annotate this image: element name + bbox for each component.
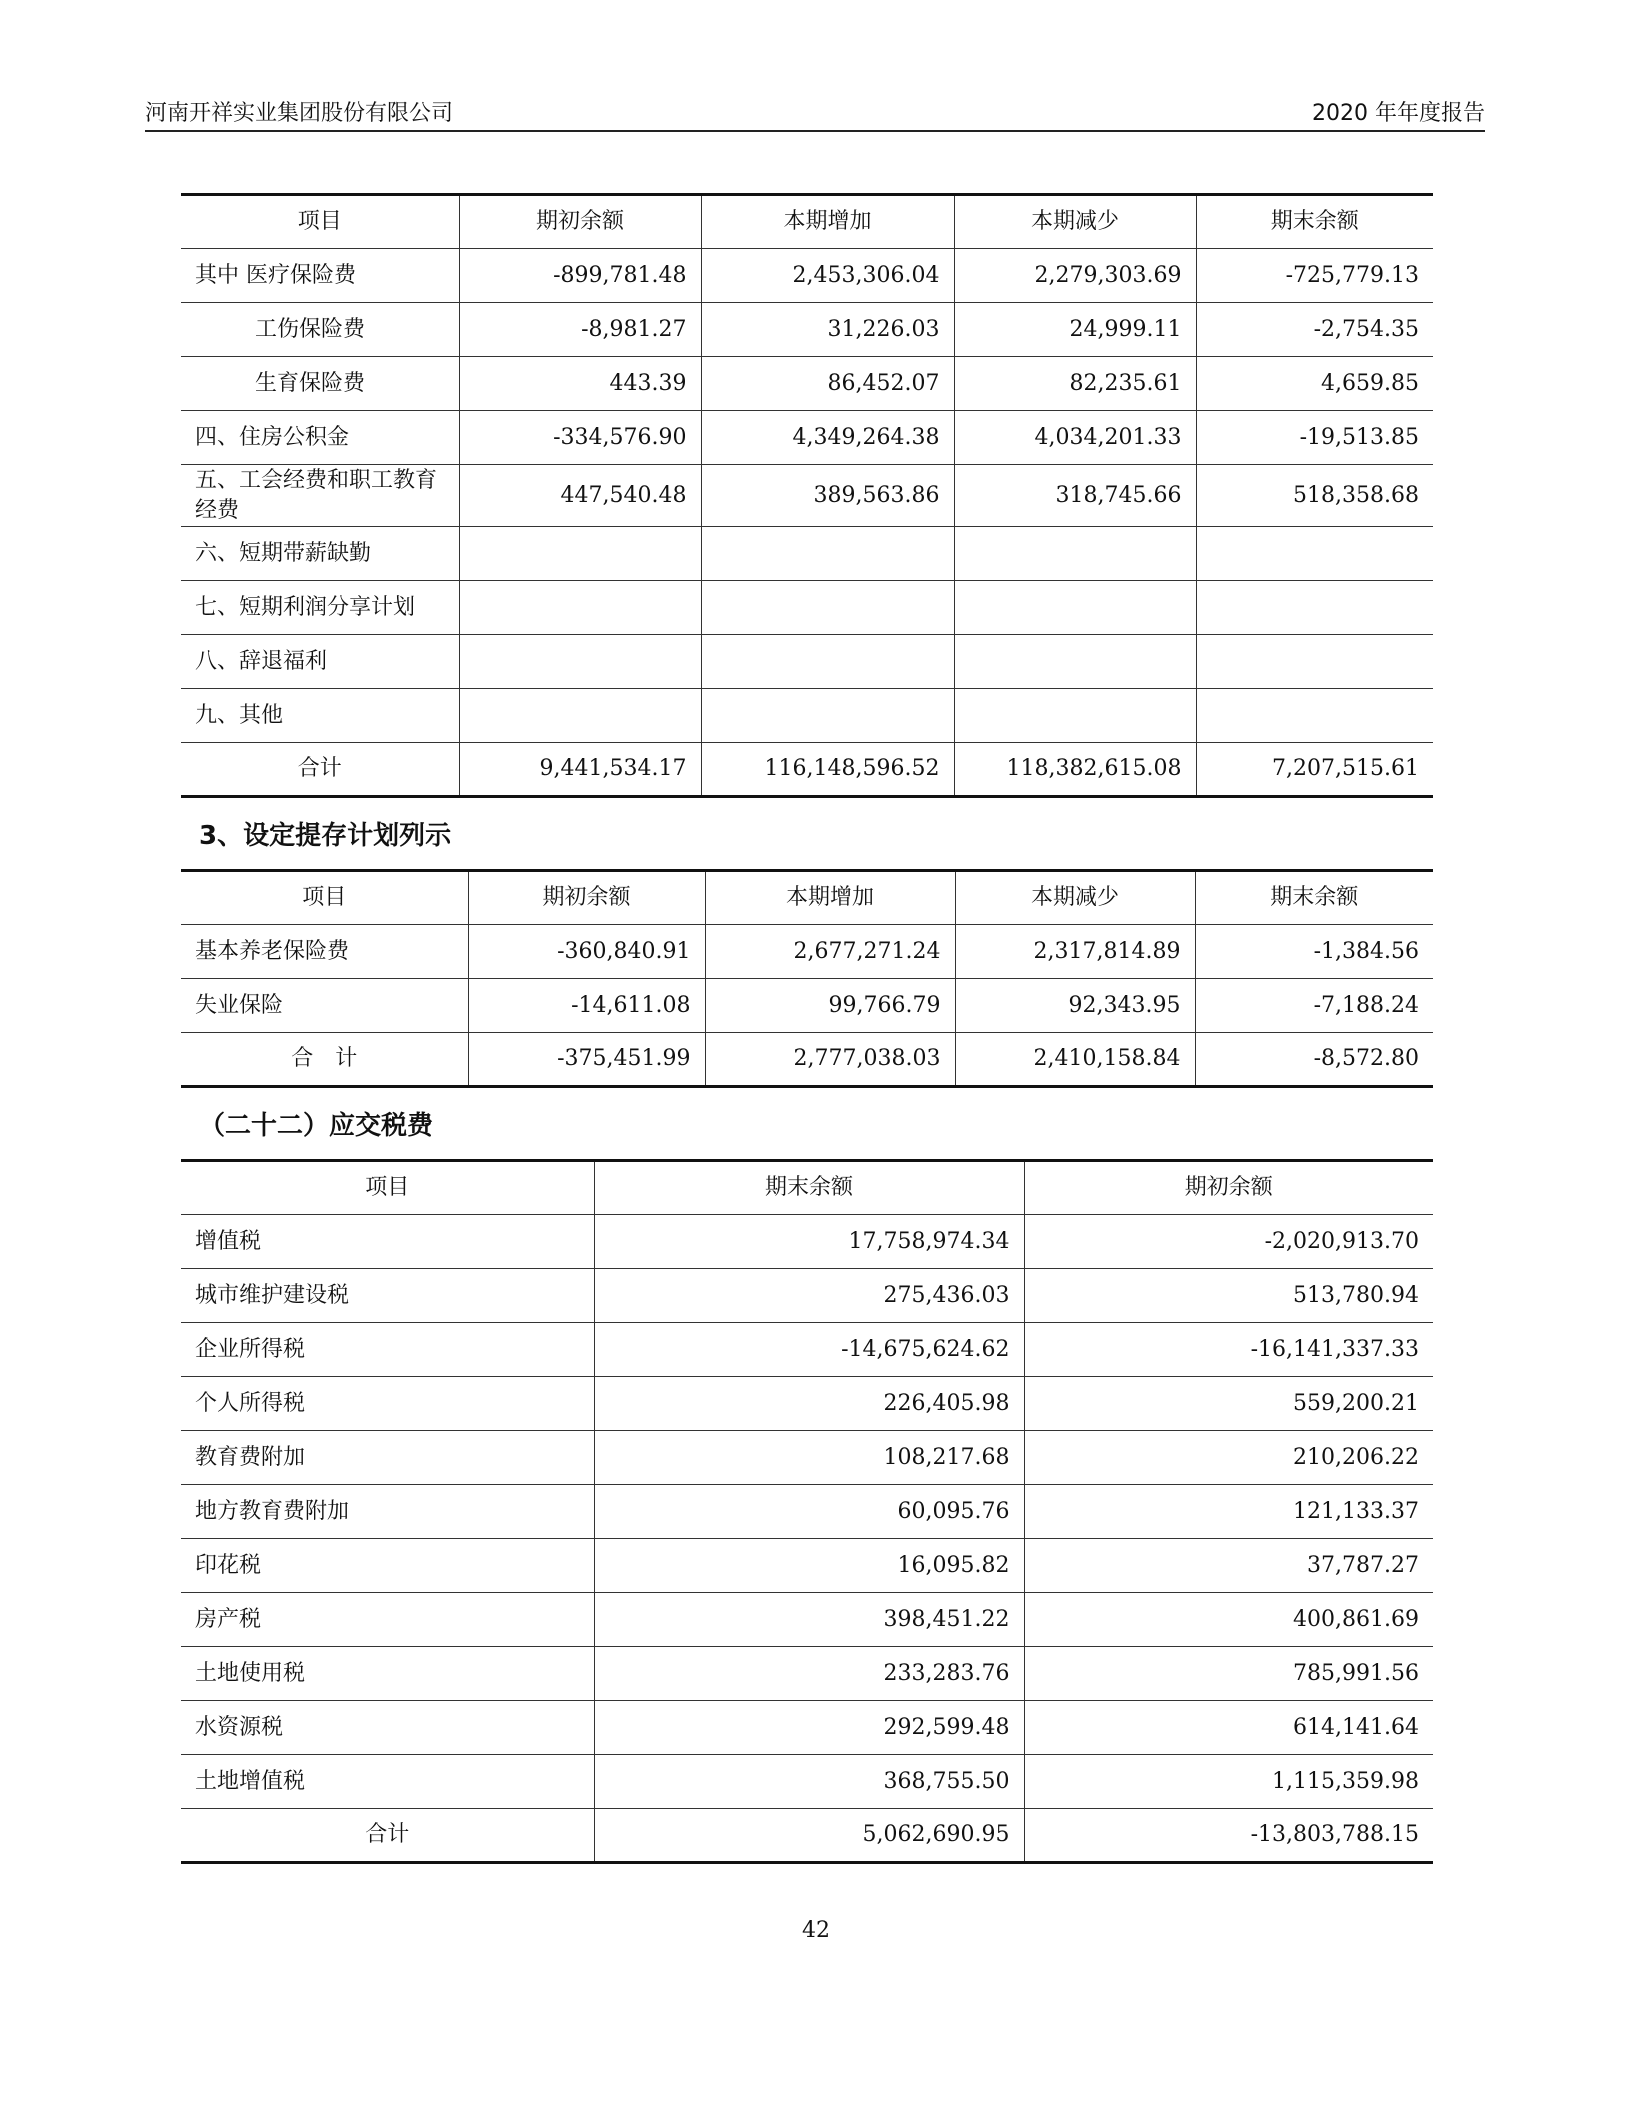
table-row: 土地增值税 368,755.50 1,115,359.98 xyxy=(181,1755,1433,1809)
table-row: 其中 医疗保险费 -899,781.48 2,453,306.04 2,279,303.69 -725,779.13 xyxy=(181,249,1433,303)
table-row: 房产税 398,451.22 400,861.69 xyxy=(181,1593,1433,1647)
header-item: 项目 xyxy=(181,195,459,249)
page-header xyxy=(145,96,1485,132)
section-title-taxes-payable: （二十二）应交税费 xyxy=(199,1111,434,1141)
table-row: 增值税 17,758,974.34 -2,020,913.70 xyxy=(181,1215,1433,1269)
table-header-row xyxy=(181,195,1433,249)
table-row: 印花税 16,095.82 37,787.27 xyxy=(181,1539,1433,1593)
table-row: 土地使用税 233,283.76 785,991.56 xyxy=(181,1647,1433,1701)
report-title: 2020 年年度报告 xyxy=(1312,101,1485,126)
page-number: 42 xyxy=(802,1918,830,1943)
table-row: 工伤保险费 -8,981.27 31,226.03 24,999.11 -2,754.35 xyxy=(181,303,1433,357)
table-row: 四、住房公积金 -334,576.90 4,349,264.38 4,034,201.33 -19,513.85 xyxy=(181,411,1433,465)
table-row: 失业保险 -14,611.08 99,766.79 92,343.95 -7,188.24 xyxy=(181,979,1433,1033)
table-row: 教育费附加 108,217.68 210,206.22 xyxy=(181,1431,1433,1485)
header-closing: 期末余额 xyxy=(1196,195,1433,249)
table-row: 城市维护建设税 275,436.03 513,780.94 xyxy=(181,1269,1433,1323)
table-row: 九、其他 xyxy=(181,689,1433,743)
table-row: 生育保险费 443.39 86,452.07 82,235.61 4,659.85 xyxy=(181,357,1433,411)
total-row: 合 计 -375,451.99 2,777,038.03 2,410,158.84 -8,572.80 xyxy=(181,1033,1433,1087)
defined-contribution-table xyxy=(181,869,1433,1088)
section-title-defined-contribution: 3、设定提存计划列示 xyxy=(199,821,452,851)
table-header-row: 项目 期末余额 期初余额 xyxy=(181,1161,1433,1215)
company-name: 河南开祥实业集团股份有限公司 xyxy=(145,101,454,126)
total-row: 合计 9,441,534.17 116,148,596.52 118,382,615.08 7,207,515.61 xyxy=(181,743,1433,797)
table-row: 六、短期带薪缺勤 xyxy=(181,527,1433,581)
table-header-row: 项目 期初余额 本期增加 本期减少 期末余额 xyxy=(181,871,1433,925)
header-decrease: 本期减少 xyxy=(954,195,1196,249)
table-row: 企业所得税 -14,675,624.62 -16,141,337.33 xyxy=(181,1323,1433,1377)
total-row: 合计 5,062,690.95 -13,803,788.15 xyxy=(181,1809,1433,1863)
table-row: 个人所得税 226,405.98 559,200.21 xyxy=(181,1377,1433,1431)
header-opening: 期初余额 xyxy=(459,195,701,249)
employee-compensation-table xyxy=(181,193,1433,798)
table-row: 五、工会经费和职工教育经费 447,540.48 389,563.86 318,745.66 518,358.68 xyxy=(181,465,1433,527)
table-row: 八、辞退福利 xyxy=(181,635,1433,689)
taxes-payable-table xyxy=(181,1159,1433,1864)
table-row: 地方教育费附加 60,095.76 121,133.37 xyxy=(181,1485,1433,1539)
header-increase: 本期增加 xyxy=(701,195,954,249)
table-row: 水资源税 292,599.48 614,141.64 xyxy=(181,1701,1433,1755)
table-row: 基本养老保险费 -360,840.91 2,677,271.24 2,317,814.89 -1,384.56 xyxy=(181,925,1433,979)
table-row: 七、短期利润分享计划 xyxy=(181,581,1433,635)
